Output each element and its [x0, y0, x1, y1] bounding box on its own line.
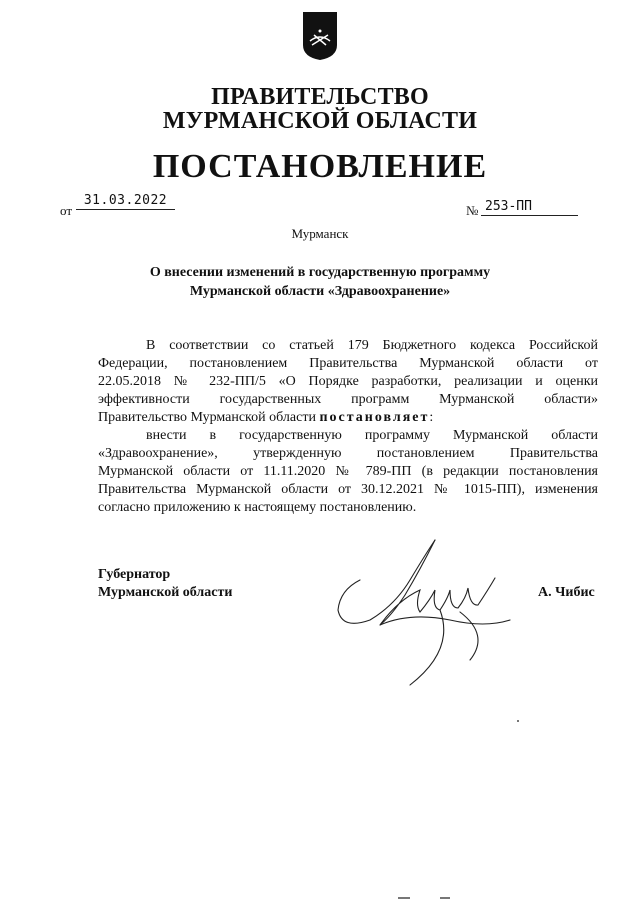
subject-line2: Мурманской области «Здравоохранение» — [189, 284, 451, 299]
resolves-colon: : — [429, 410, 434, 425]
signatory-role-line2: Мурманской области — [98, 585, 233, 600]
resolves-word: постановляет — [319, 410, 430, 425]
signatory-role-line1: Губернатор — [98, 567, 171, 582]
document-type-title: ПОСТАНОВЛЕНИЕ — [152, 148, 488, 185]
scan-speck — [440, 897, 450, 899]
subject-line1: О внесении изменений в государственную программу — [149, 265, 491, 280]
body-line: эффективности государственных программ Мурманской области» — [98, 392, 598, 407]
document-number: 253-ПП — [481, 199, 578, 216]
scan-speck — [517, 720, 519, 722]
number-prefix: № — [466, 203, 479, 218]
body-line: Федерации, постановлением Правительства Мурманской области от — [98, 356, 598, 371]
body-line: Правительство Мурманской области — [98, 410, 316, 425]
government-title-line1: ПРАВИТЕЛЬСТВО — [211, 84, 429, 110]
body-line: В соответствии со статьей 179 Бюджетного кодекса Российской — [146, 338, 598, 353]
government-title-line2: МУРМАНСКОЙ ОБЛАСТИ — [162, 108, 478, 134]
coat-of-arms-icon — [302, 11, 338, 61]
body-line: 22.05.2018 № 232-ПП/5 «О Порядке разработки, реализации и оценки — [98, 374, 598, 389]
handwritten-signature-icon — [320, 520, 530, 690]
city: Мурманск — [291, 226, 349, 241]
body-line: внести в государственную программу Мурманской области — [146, 428, 598, 443]
signatory-name: А. Чибис — [538, 585, 595, 600]
date-prefix: от — [60, 203, 73, 218]
signatory-role — [98, 566, 232, 602]
body-line: «Здравоохранение», утвержденную постановлением Правительства — [98, 446, 598, 461]
scan-speck — [398, 897, 410, 899]
body-line: согласно приложению к настоящему постановлению. — [98, 500, 417, 515]
body-line-resolution — [98, 409, 598, 427]
document-date: 31.03.2022 — [76, 193, 175, 210]
body-line: Правительства Мурманской области от 30.12.2021 № 1015-ПП), изменения — [98, 482, 598, 497]
body-line: Мурманской области от 11.11.2020 № 789-ПП (в редакции постановления — [98, 464, 598, 479]
